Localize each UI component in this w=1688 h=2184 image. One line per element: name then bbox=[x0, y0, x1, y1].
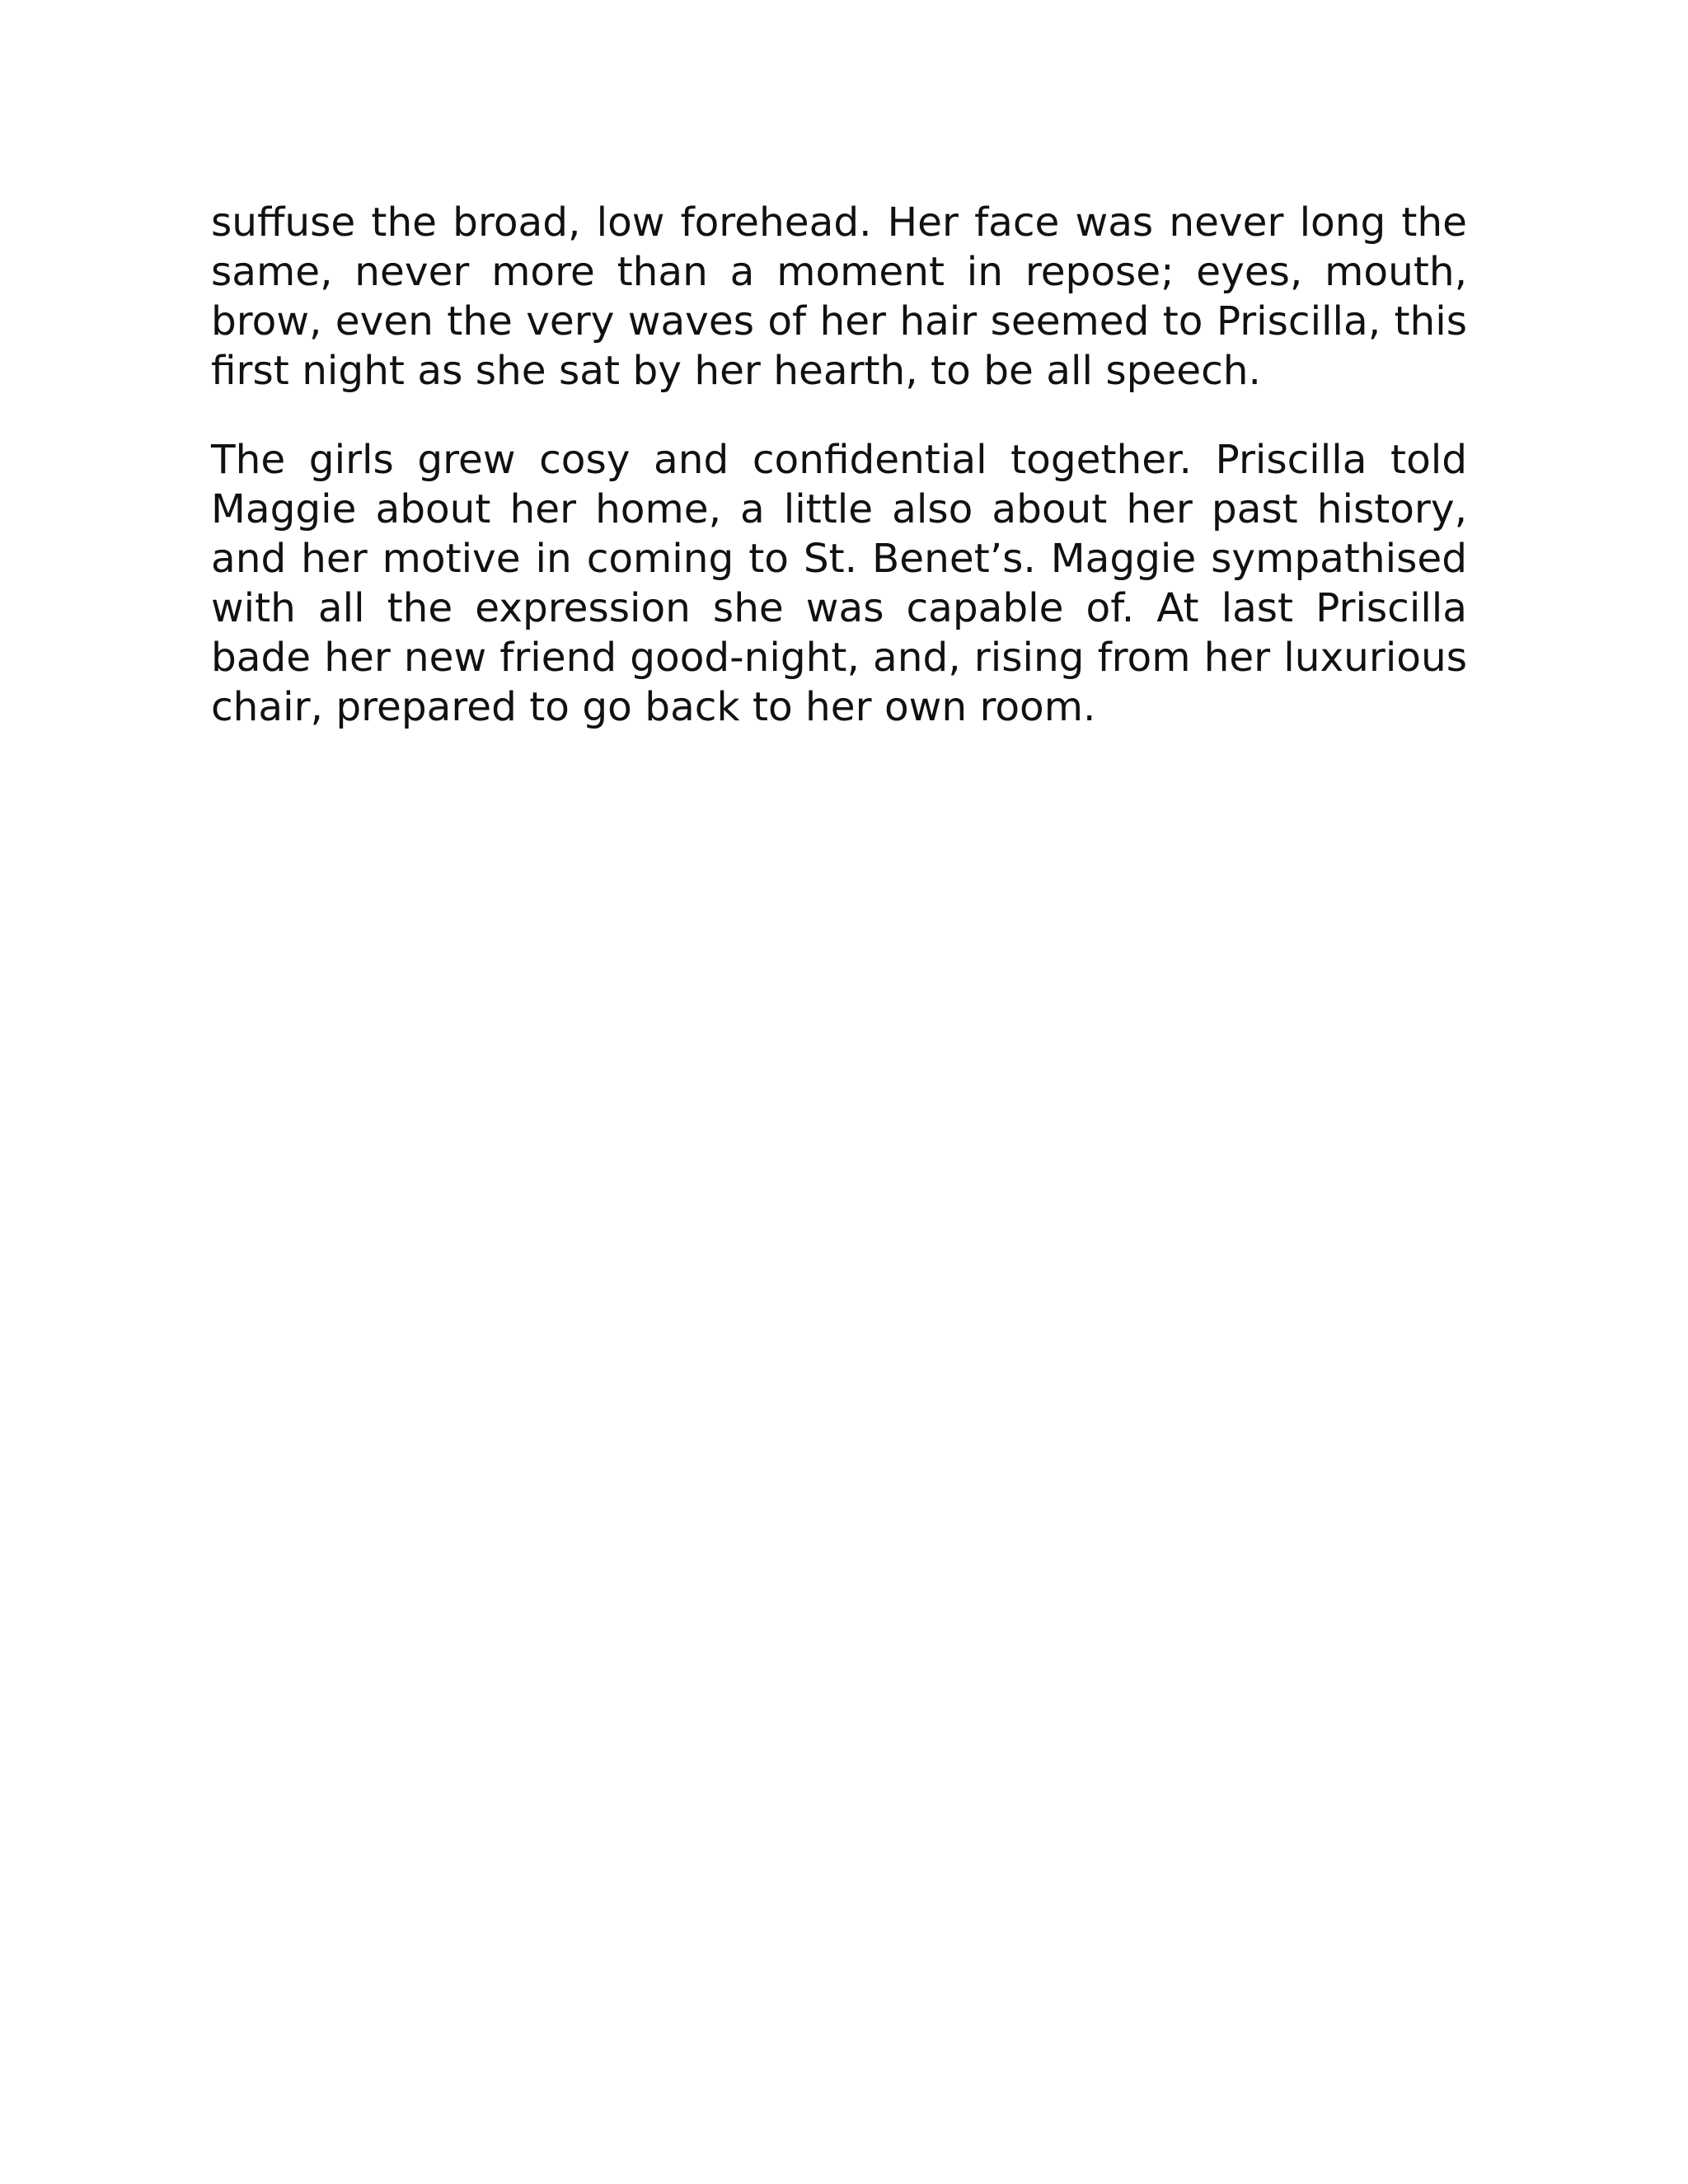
paragraph: The girls grew cosy and confidential together. Priscilla told Maggie about her home, a little also about her past history, and her motive in coming to St. Benet’s. Maggie sympathised with all the expression she was capable of. At last Priscilla bade her new friend good-night, and, rising from her luxurious chair, prepared to go back to her own room. bbox=[211, 437, 1467, 730]
body-text bbox=[211, 198, 1467, 771]
paragraph: suffuse the broad, low forehead. Her face was never long the same, never more than a moment in repose; eyes, mouth, brow, even the very waves of her hair seemed to Priscilla, this first night as she sat by her hearth, to be all speech. bbox=[211, 199, 1467, 394]
